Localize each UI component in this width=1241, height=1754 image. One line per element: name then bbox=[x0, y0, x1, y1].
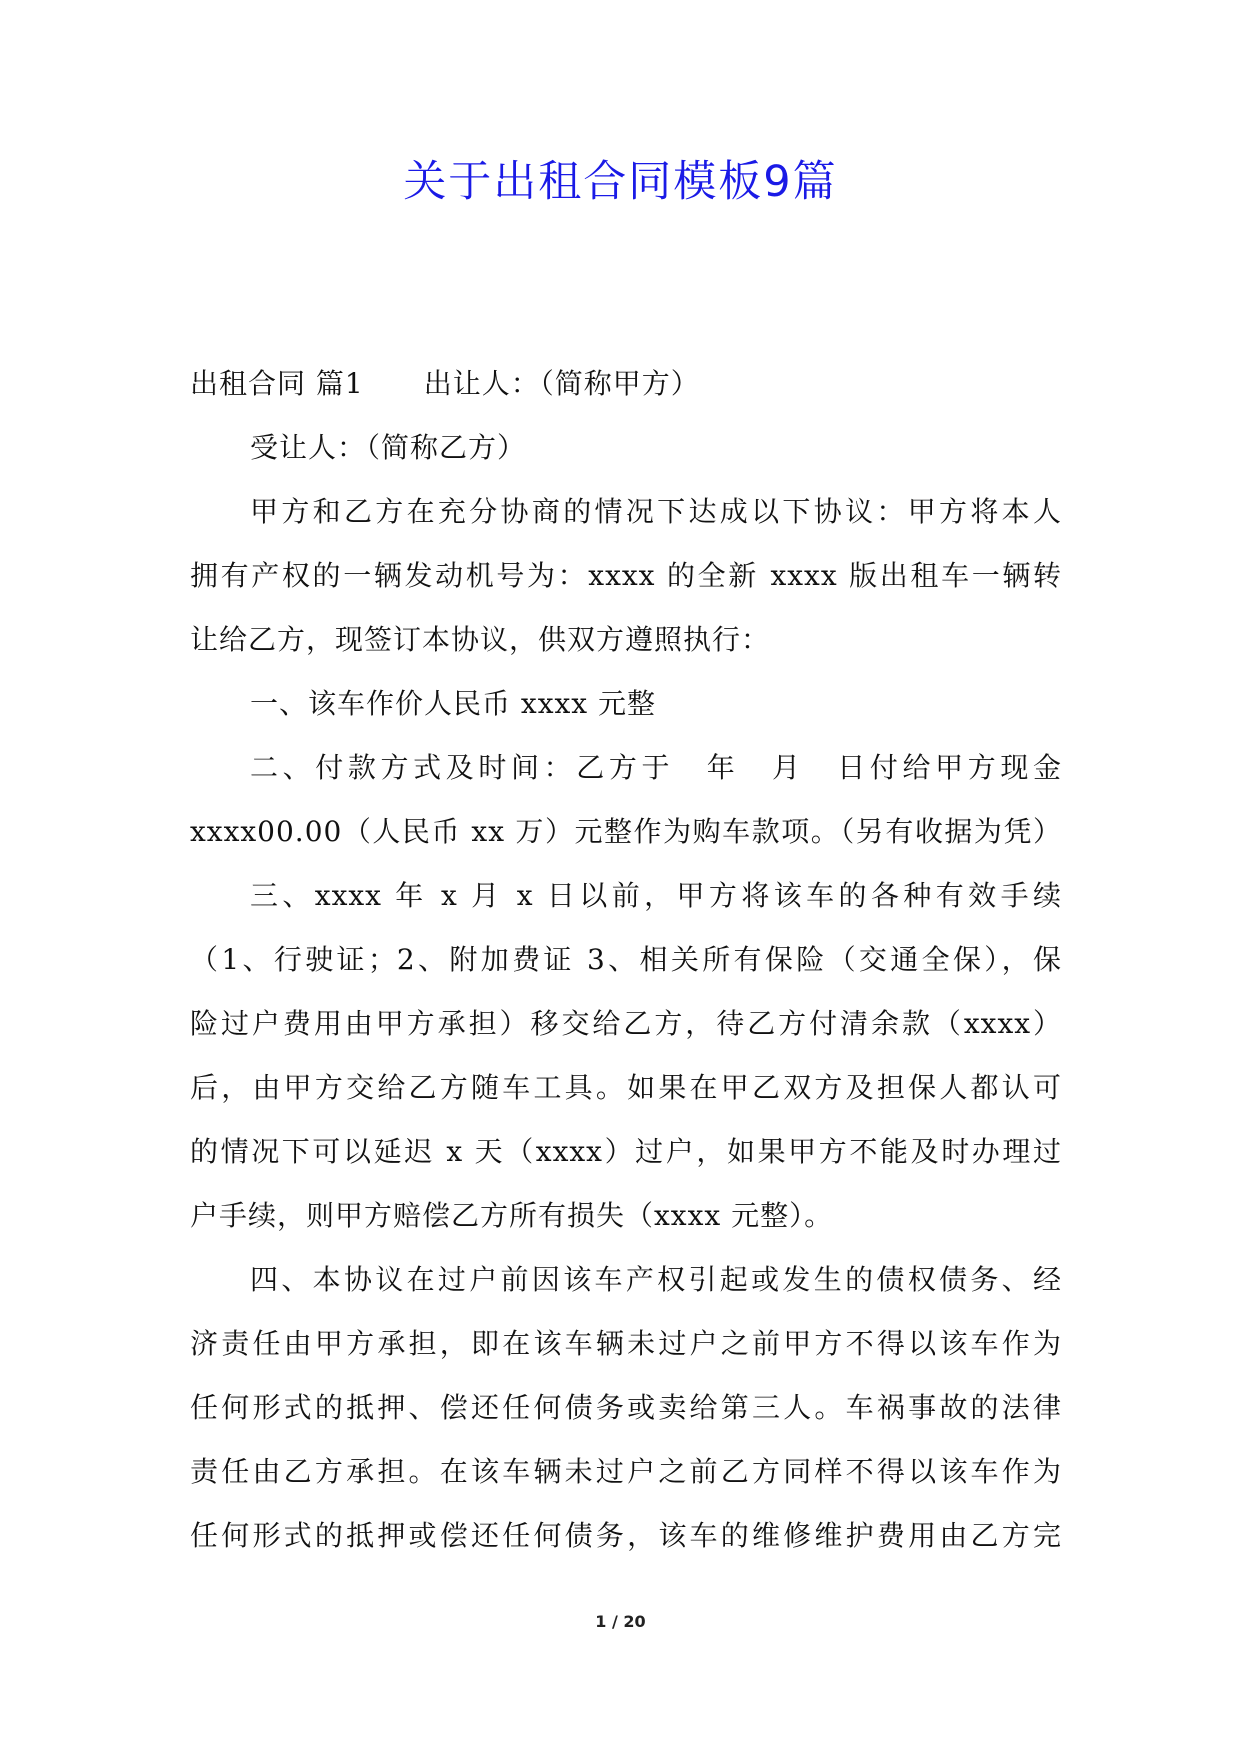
text-line: 拥有产权的一辆发动机号为：xxxx 的全新 xxxx 版出租车一辆转 bbox=[190, 559, 1062, 592]
text-line: 四、本协议在过户前因该车产权引起或发生的债权债务、经 bbox=[250, 1263, 1062, 1296]
section-label: 出租合同 篇1 bbox=[190, 367, 364, 400]
paragraph-lines bbox=[190, 416, 1062, 1568]
text-line: （1、行驶证；2、附加费证 3、相关所有保险（交通全保），保 bbox=[190, 943, 1062, 976]
document-title: 关于出租合同模板9篇 bbox=[403, 157, 838, 207]
text-line: 险过户费用由甲方承担）移交给乙方，待乙方付清余款（xxxx） bbox=[190, 1007, 1062, 1040]
text-line: 任何形式的抵押或偿还任何债务，该车的维修维护费用由乙方完 bbox=[190, 1519, 1062, 1552]
party-a-label: 出让人：（简称甲方） bbox=[423, 367, 700, 400]
text-line: 责任由乙方承担。在该车辆未过户之前乙方同样不得以该车作为 bbox=[190, 1455, 1062, 1488]
text-line: 甲方和乙方在充分协商的情况下达成以下协议：甲方将本人 bbox=[250, 495, 1062, 528]
section-header-line bbox=[190, 352, 1062, 416]
text-line: 任何形式的抵押、偿还任何债务或卖给第三人。车祸事故的法律 bbox=[190, 1391, 1062, 1424]
document-body bbox=[190, 352, 1062, 1568]
text-line: 济责任由甲方承担，即在该车辆未过户之前甲方不得以该车作为 bbox=[190, 1327, 1062, 1360]
text-line: 二、付款方式及时间：乙方于 年 月 日付给甲方现金 bbox=[250, 751, 1062, 784]
text-line: 让给乙方，现签订本协议，供双方遵照执行： bbox=[190, 623, 771, 656]
text-line: 一、该车作价人民币 xxxx 元整 bbox=[250, 687, 656, 720]
text-line: 三、xxxx 年 x 月 x 日以前，甲方将该车的各种有效手续 bbox=[250, 879, 1062, 912]
page-number: 1 / 20 bbox=[595, 1612, 646, 1631]
text-line: 的情况下可以延迟 x 天（xxxx）过户，如果甲方不能及时办理过 bbox=[190, 1135, 1062, 1168]
text-line: 户手续，则甲方赔偿乙方所有损失（xxxx 元整）。 bbox=[190, 1199, 834, 1232]
text-line: 受让人：（简称乙方） bbox=[250, 431, 527, 464]
text-line: xxxx00.00（人民币 xx 万）元整作为购车款项。（另有收据为凭） bbox=[190, 815, 1062, 848]
text-line: 后，由甲方交给乙方随车工具。如果在甲乙双方及担保人都认可 bbox=[190, 1071, 1062, 1104]
